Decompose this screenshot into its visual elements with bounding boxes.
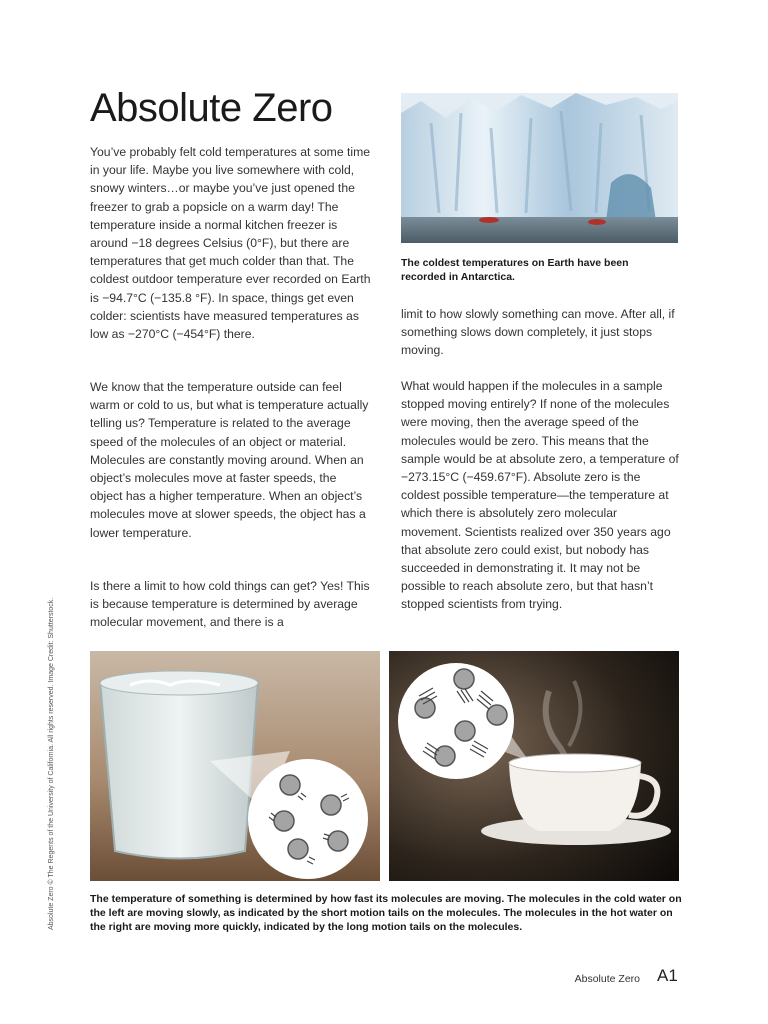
footer-section-name: Absolute Zero <box>574 973 640 985</box>
molecules-caption: The temperature of something is determined by how fast its molecules are moving. The molecules in the cold water on the left are moving slowly, as indicated by the short motion tails on the molecules. The molecules in the hot water on the right are moving more quickly, indicated by the long motion tails on the molecules. <box>90 893 682 933</box>
intro-paragraph: You’ve probably felt cold temperatures at some time in your life. Maybe you live somewhere with cold, snowy winters…or maybe you’ve just opened the freezer to grab a popsicle on a warm day! The temperature inside a normal kitchen freezer is around −18 degrees Celsius (0°F), but there are temperatures that get much colder than that. The coldest outdoor temperature ever recorded on Earth is −94.7°C (−135.8 °F). In space, things get even colder: scientists have measured temperatures as low as −270°C (−454°F) there. <box>90 145 371 342</box>
limit-paragraph: Is there a limit to how cold things can get? Yes! This is because temperature is determined by average molecular movement, and there is a <box>90 579 370 630</box>
page-title: Absolute Zero <box>90 86 333 130</box>
limit-continued-paragraph: limit to how slowly something can move. After all, if something slows down completely, it just stops moving. <box>401 307 675 358</box>
absolute-zero-paragraph: What would happen if the molecules in a sample stopped moving entirely? If none of the molecules were moving, then the average speed of the molecules would be zero. This means that the sample would be at absolute zero, a temperature of −273.15°C (−459.67°F). Absolute zero is the coldest possible temperature—the temperature at which there is absolutely zero molecular movement. Scientists realized over 350 years ago that absolute zero could exist, but nobody has succeeded in demonstrating it. It may not be possible to reach absolute zero, but that hasn’t stopped scientists from trying. <box>401 379 679 612</box>
page-number: A1 <box>657 966 678 985</box>
hot-coffee-photo <box>389 651 679 881</box>
image-credit: Absolute Zero © The Regents of the University of California. All rights reserved. Image Credit: Shutterstock. <box>48 597 55 930</box>
temperature-paragraph: We know that the temperature outside can feel warm or cold to us, but what is temperature actually telling us? Temperature is related to the average speed of the molecules of an object or material. Molecules are constantly moving around. When an object’s molecules move at faster speeds, the object has a higher temperature. When an object’s molecules move at slower speeds, the object has a lower temperature. <box>90 380 369 540</box>
antarctica-caption: The coldest temperatures on Earth have been recorded in Antarctica. <box>401 257 629 283</box>
antarctica-glacier-photo <box>401 93 678 243</box>
cold-water-photo <box>90 651 380 881</box>
